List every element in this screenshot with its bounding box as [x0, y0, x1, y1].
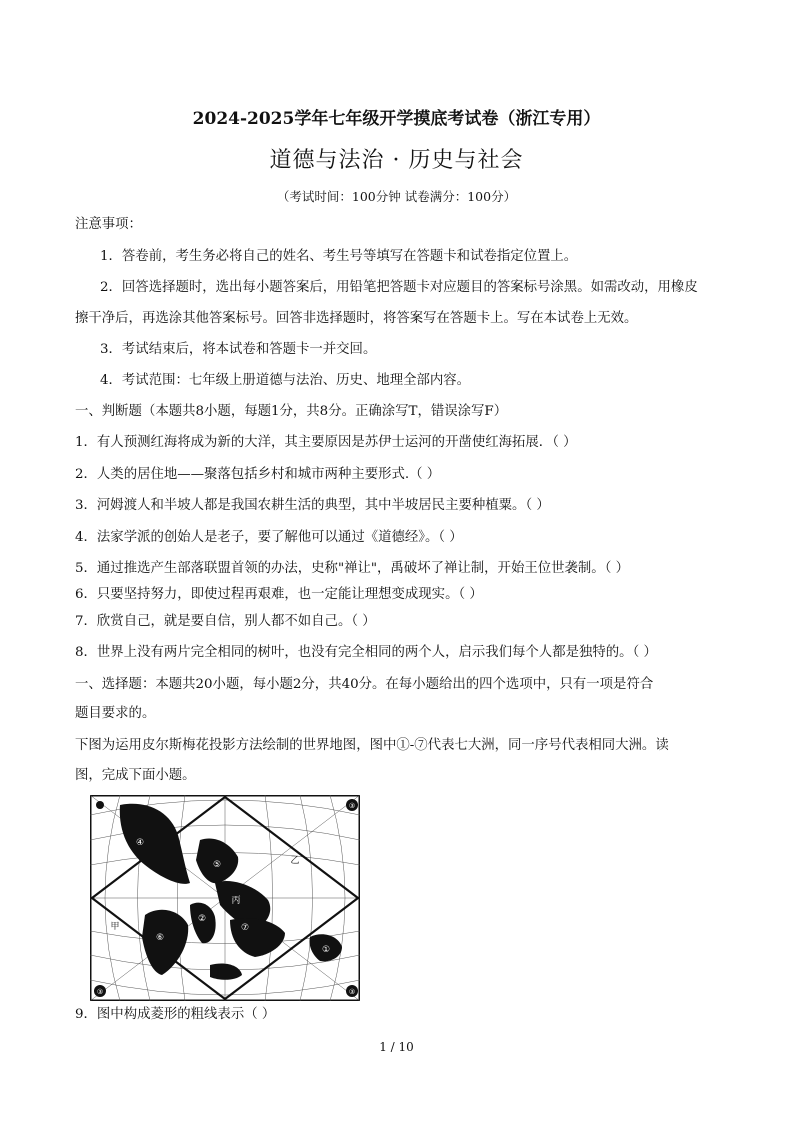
exam-info: （考试时间：100分钟 试卷满分：100分）: [276, 189, 517, 204]
exam-subject: 道德与法治 · 历史与社会: [269, 148, 524, 173]
map-label-yi: 乙: [290, 856, 300, 866]
question-item: 6．只要坚持努力，即使过程再艰难，也一定能让理想变成现实。（ ）: [75, 587, 483, 602]
map-label-4: ④: [135, 838, 145, 848]
notice-heading: 注意事项：: [75, 217, 142, 232]
map-label-3-ne: ③: [348, 802, 356, 810]
page-number: 1 / 10: [379, 1040, 414, 1054]
notice-item: 擦干净后，再选涂其他答案标号。回答非选择题时，将答案写在答题卡上。写在本试卷上无效。: [75, 311, 638, 326]
map-intro-cont: 图，完成下面小题。: [75, 768, 196, 783]
question-item: 7．欣赏自己，就是要自信，别人都不如自己。（ ）: [75, 614, 376, 629]
map-label-3-se: ③: [348, 988, 356, 996]
exam-title: 2024-2025学年七年级开学摸底考试卷（浙江专用）: [192, 109, 601, 129]
section2-heading: 一、选择题：本题共20小题，每小题2分，共40分。在每小题给出的四个选项中，只有一项是符合: [75, 677, 654, 692]
map-intro: 下图为运用皮尔斯梅花投影方法绘制的世界地图，图中①-⑦代表七大洲，同一序号代表相同大洲。读: [75, 738, 669, 753]
question-item: 4．法家学派的创始人是老子，要了解他可以通过《道德经》。（ ）: [75, 530, 463, 545]
question-9: 9．图中构成菱形的粗线表示（ ）: [75, 1007, 276, 1022]
question-item: 5．通过推选产生部落联盟首领的办法，史称"禅让"，禹破坏了禅让制，开始王位世袭制。（ ）: [75, 561, 630, 576]
map-label-3: ③: [96, 988, 104, 996]
notice-item: 3．考试结束后，将本试卷和答题卡一并交回。: [100, 342, 377, 357]
map-label-2: ②: [197, 914, 207, 924]
question-item: 8．世界上没有两片完全相同的树叶，也没有完全相同的两个人，启示我们每个人都是独特的。（ ）: [75, 645, 657, 660]
notice-item: 2．回答选择题时，选出每小题答案后，用铅笔把答题卡对应题目的答案标号涂黑。如需改动，用橡皮: [100, 280, 698, 295]
map-label-1: ①: [321, 945, 331, 955]
notice-item: 1．答卷前，考生务必将自己的姓名、考生号等填写在答题卡和试卷指定位置上。: [100, 249, 578, 264]
map-label-6: ⑥: [155, 933, 165, 943]
map-label-jia: 甲: [110, 922, 120, 932]
question-item: 1．有人预测红海将成为新的大洋，其主要原因是苏伊士运河的开凿使红海拓展．（ ）: [75, 435, 577, 450]
section1-heading: 一、判断题（本题共8小题，每题1分，共8分。正确涂写T，错误涂写F）: [75, 404, 508, 419]
map-label-7: ⑦: [240, 923, 250, 933]
map-label-bing: 丙: [231, 896, 241, 906]
world-map-figure: [90, 795, 360, 1001]
question-item: 2．人类的居住地——聚落包括乡村和城市两种主要形式.（ ）: [75, 467, 441, 482]
map-label-ding: 丁: [213, 968, 223, 978]
map-label-5: ⑤: [212, 860, 222, 870]
notice-item: 4．考试范围：七年级上册道德与法治、历史、地理全部内容。: [100, 373, 471, 388]
section2-heading-cont: 题目要求的。: [75, 706, 156, 721]
question-item: 3．河姆渡人和半坡人都是我国农耕生活的典型，其中半坡居民主要种植粟。（ ）: [75, 498, 550, 513]
